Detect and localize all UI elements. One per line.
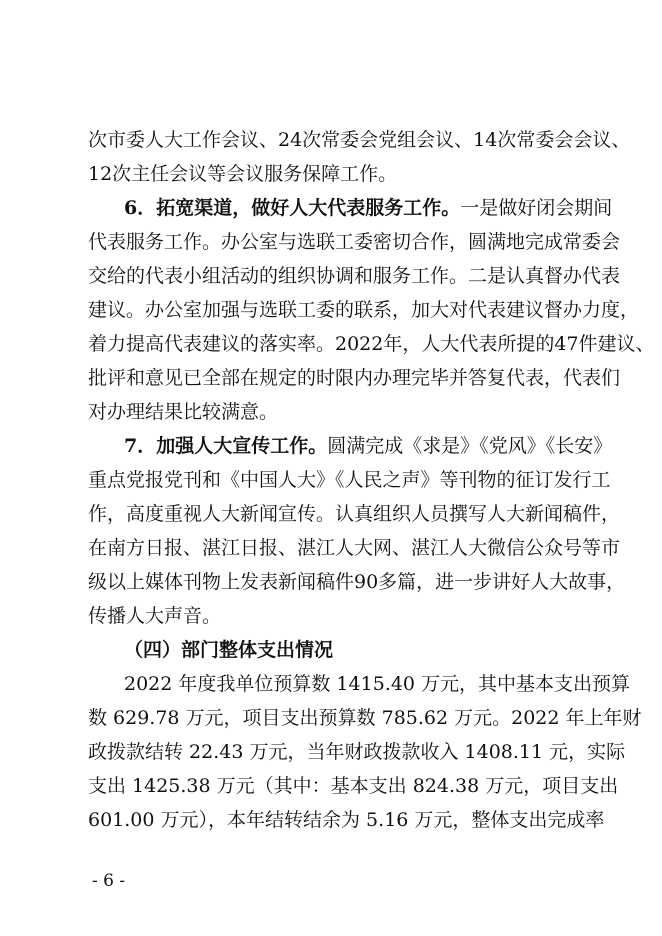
text-line: 601.00 万元），本年结转结余为 5.16 万元，整体支出完成率 — [88, 809, 605, 831]
text-line: 支出 1425.38 万元（其中：基本支出 824.38 万元，项目支出 — [88, 775, 619, 797]
paragraph-6-first-line — [124, 196, 613, 220]
paragraph-7-first-line — [124, 434, 613, 458]
text-line: 2022 年度我单位预算数 1415.40 万元，其中基本支出预算 — [124, 673, 631, 695]
text-line: 着力提高代表建议的落实率。2022年，人大代表所提的47件建议、 — [88, 333, 655, 355]
text-line: 作，高度重视人大新闻宣传。认真组织人员撰写人大新闻稿件， — [88, 503, 621, 525]
text-line: 数 629.78 万元，项目支出预算数 785.62 万元。2022 年上年财 — [88, 707, 642, 729]
text-line: 在南方日报、湛江日报、湛江人大网、湛江人大微信公众号等市 — [88, 537, 621, 559]
text-line: 级以上媒体刊物上发表新闻稿件90多篇，进一步讲好人大故事， — [88, 571, 626, 593]
text-line: 对办理结果比较满意。 — [88, 401, 279, 423]
text-line: 建议。办公室加强与选联工委的联系，加大对代表建议督办力度， — [88, 299, 640, 321]
paragraph-7-first-rest: 圆满完成《求是》《党风》《长安》 — [327, 435, 613, 457]
paragraph-6-first-rest: 一是做好闭会期间 — [460, 197, 613, 219]
paragraph-6-bold-lead: 6．拓宽渠道，做好人大代表服务工作。 — [124, 197, 461, 219]
text-line: 重点党报党刊和《中国人大》《人民之声》等刊物的征订发行工 — [88, 469, 611, 491]
text-line: 传播人大声音。 — [88, 605, 222, 627]
text-line: 代表服务工作。办公室与选联工委密切合作，圆满地完成常委会 — [88, 231, 621, 253]
paragraph-7-bold-lead: 7．加强人大宣传工作。 — [124, 435, 328, 457]
text-line: 次市委人大工作会议、24次常委会党组会议、14次常委会会议、 — [88, 129, 631, 151]
text-line: 交给的代表小组活动的组织协调和服务工作。二是认真督办代表 — [88, 265, 621, 287]
section-heading: （四）部门整体支出情况 — [124, 639, 334, 661]
text-line: 批评和意见已全部在规定的时限内办理完毕并答复代表，代表们 — [88, 367, 621, 389]
text-line: 政拨款结转 22.43 万元，当年财政拨款收入 1408.11 元，实际 — [88, 741, 626, 763]
text-line: 12次主任会议等会议服务保障工作。 — [88, 163, 398, 185]
page-number: - 6 - — [92, 871, 126, 891]
